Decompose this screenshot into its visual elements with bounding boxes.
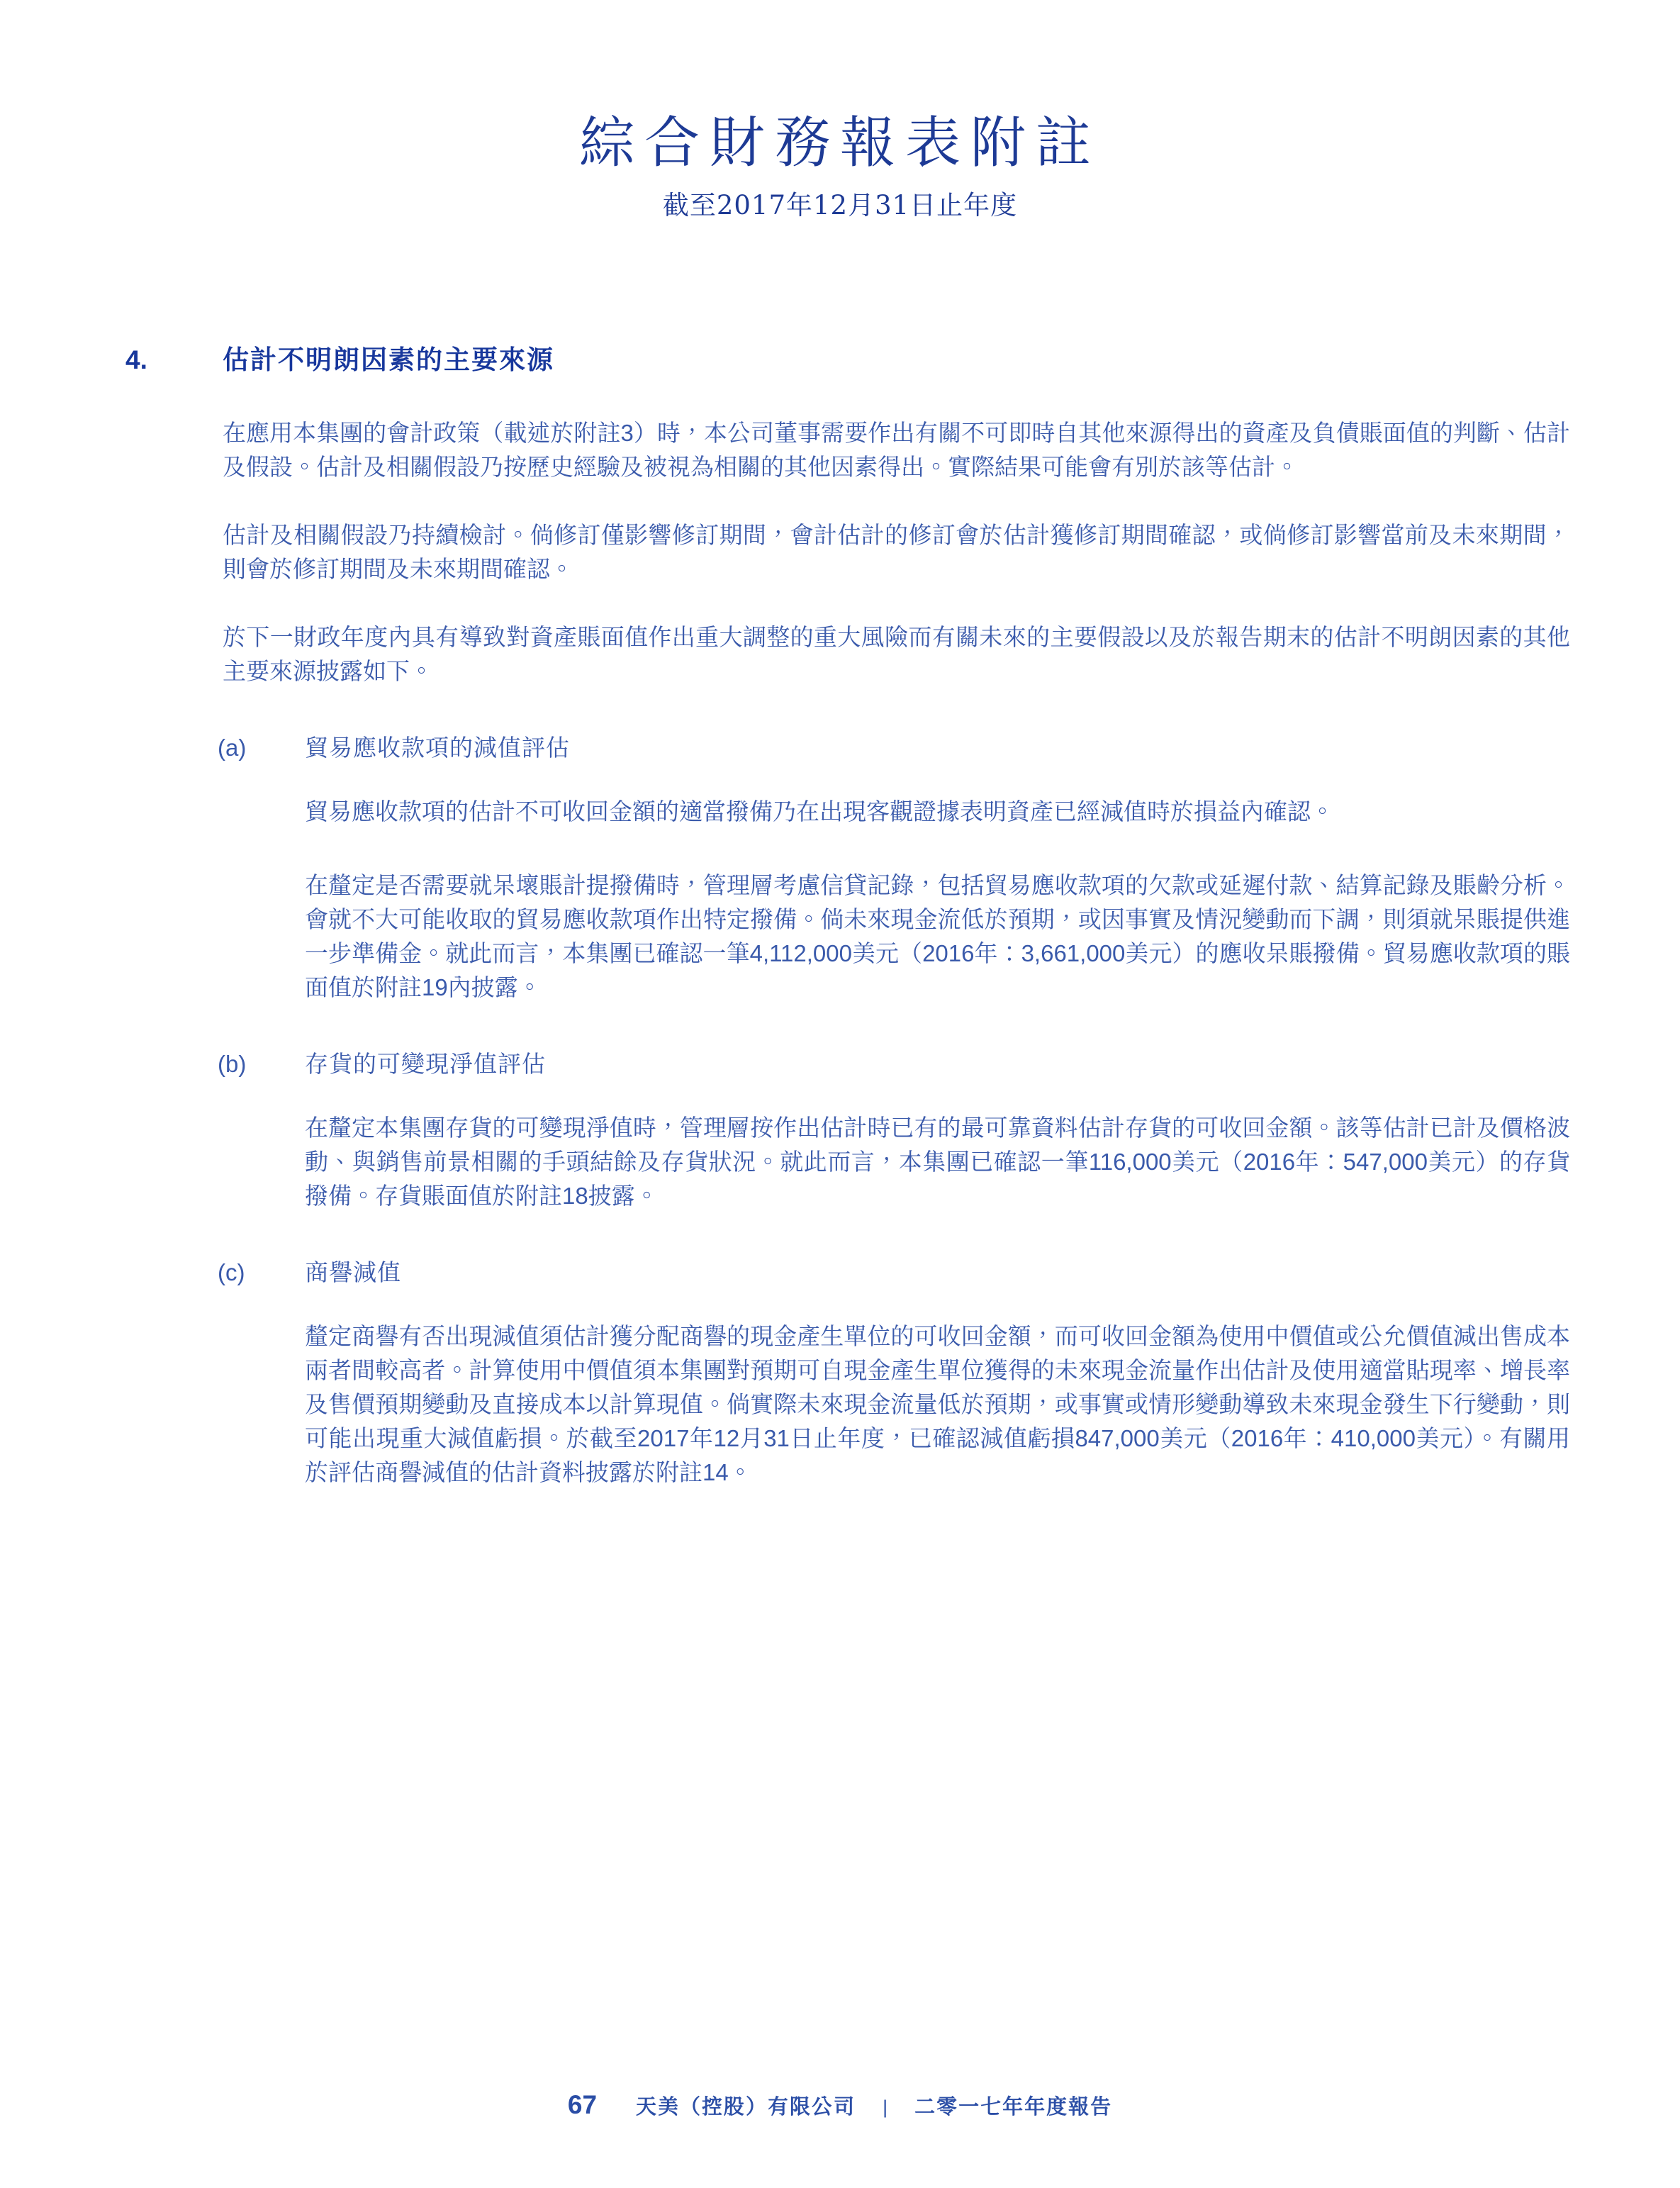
item-a-marker: (a) — [218, 735, 247, 761]
footer-separator: | — [883, 2097, 888, 2118]
item-c-content — [305, 1256, 1570, 1490]
footer-page-number: 67 — [567, 2090, 598, 2119]
item-b-heading: 存貨的可變現淨值評估 — [305, 1051, 546, 1077]
item-c-marker: (c) — [218, 1259, 245, 1285]
section-paragraph-2: 估計及相關假設乃持續檢討。倘修訂僅影響修訂期間，會計估計的修訂會於估計獲修訂期間確認，或倘修訂影響當前及未來期間，則會於修訂期間及未來期間確認。 — [223, 522, 1570, 582]
section-paragraph-1: 在應用本集團的會計政策（載述於附註3）時，本公司董事需要作出有關不可即時自其他來源得出的資產及負債賬面值的判斷、估計及假設。估計及相關假設乃按歷史經驗及被視為相關的其他因素得出。實際結果可能會有別於該等估計。 — [223, 420, 1570, 480]
section-title: 估計不明朗因素的主要來源 — [223, 345, 554, 374]
section-4 — [125, 342, 1570, 1490]
item-b-marker: (b) — [218, 1051, 247, 1077]
item-c-heading: 商譽減值 — [305, 1259, 401, 1285]
item-a-heading: 貿易應收款項的減值評估 — [305, 735, 570, 761]
item-a-paragraph-2: 在釐定是否需要就呆壞賬計提撥備時，管理層考慮信貸記錄，包括貿易應收款項的欠款或延遲付款、結算記錄及賬齡分析。會就不大可能收取的貿易應收款項作出特定撥備。倘未來現金流低於預期，或因事實及情況變動而下調，則須就呆賬提供進一步準備金。就此而言，本集團已確認一筆4,112,000美元（2016年：3,661,000美元）的應收呆賬撥備。貿易應收款項的賬面值於附註19內披露。 — [305, 872, 1570, 1000]
item-b — [218, 1047, 1570, 1213]
page-title: 綜合財務報表附註 — [578, 111, 1101, 175]
item-c — [218, 1256, 1570, 1490]
footer-company-name: 天美（控股）有限公司 — [636, 2096, 856, 2119]
item-c-paragraph-1: 釐定商譽有否出現減值須估計獲分配商譽的現金產生單位的可收回金額，而可收回金額為使用中價值或公允價值減出售成本兩者間較高者。計算使用中價值須本集團對預期可自現金產生單位獲得的未來現金流量作出估計及使用適當貼現率、增長率及售價預期變動及直接成本以計算現值。倘實際未來現金流量低於預期，或事實或情形變動導致未來現金發生下行變動，則可能出現重大減值虧損。於截至2017年12月31日止年度，已確認減值虧損847,000美元（2016年：410,000美元）。有關用於評估商譽減值的估計資料披露於附註14。 — [305, 1323, 1570, 1485]
footer-report-title: 二零一七年年度報告 — [914, 2096, 1113, 2119]
item-a-paragraph-1: 貿易應收款項的估計不可收回金額的適當撥備乃在出現客觀證據表明資產已經減值時於損益內確認。 — [305, 798, 1334, 825]
page-footer — [0, 2090, 1680, 2122]
item-b-paragraph-1: 在釐定本集團存貨的可變現淨值時，管理層按作出估計時已有的最可靠資料估計存貨的可收回金額。該等估計已計及價格波動、與銷售前景相關的手頭結餘及存貨狀況。就此而言，本集團已確認一筆116,000美元（2016年：547,000美元）的存貨撥備。存貨賬面值於附註18披露。 — [305, 1115, 1570, 1209]
section-heading-row — [125, 342, 1570, 379]
section-number: 4. — [125, 345, 147, 374]
item-a — [218, 731, 1570, 1005]
page-subtitle: 截至2017年12月31日止年度 — [662, 190, 1018, 221]
section-paragraph-3: 於下一財政年度內具有導致對資產賬面值作出重大調整的重大風險而有關未來的主要假設以及於報告期末的估計不明朗因素的其他主要來源披露如下。 — [223, 624, 1570, 684]
item-a-content — [305, 731, 1570, 1005]
item-b-content — [305, 1047, 1570, 1213]
